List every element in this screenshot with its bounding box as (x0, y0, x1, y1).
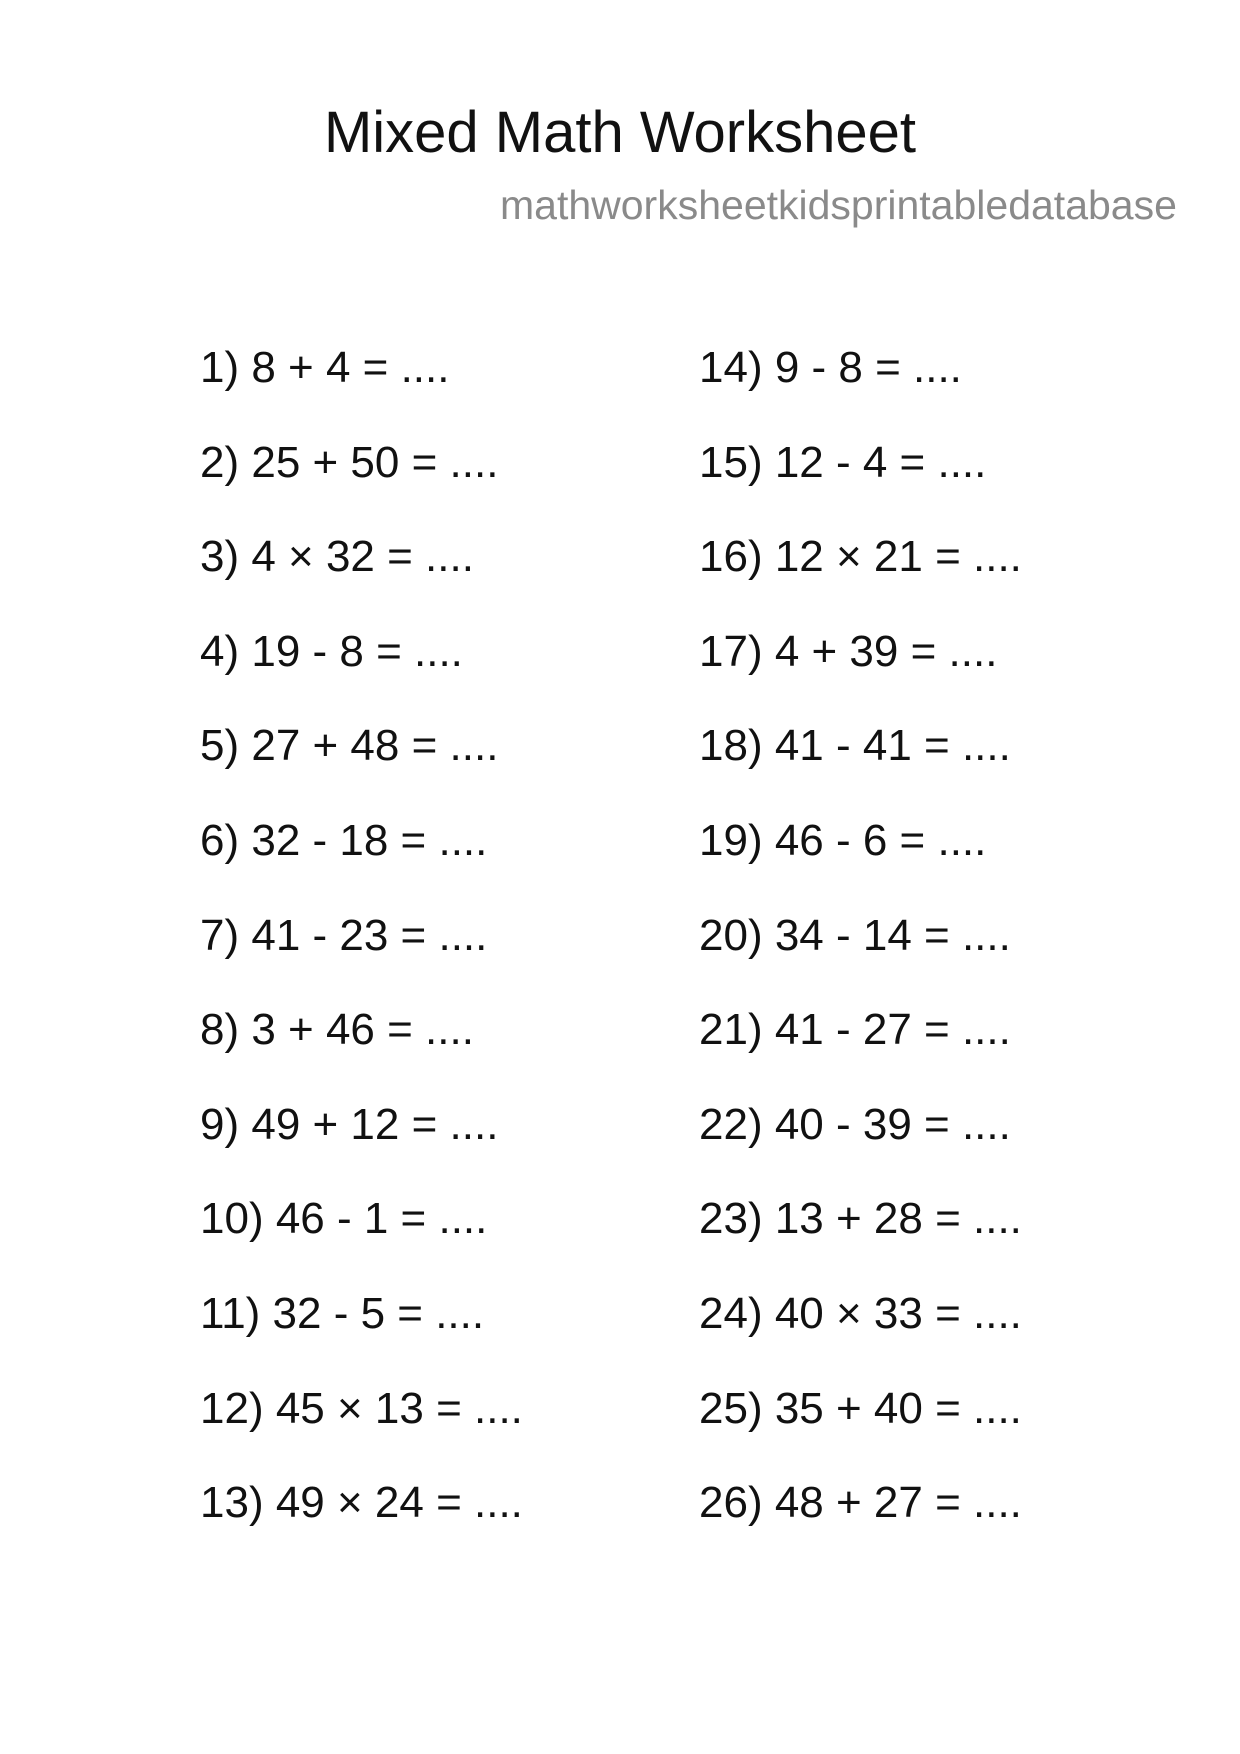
problem-18: 18) 41 - 41 = .... (699, 721, 1011, 771)
problem-5: 5) 27 + 48 = .... (200, 721, 499, 771)
problem-23: 23) 13 + 28 = .... (699, 1194, 1022, 1244)
problem-11: 11) 32 - 5 = .... (200, 1288, 485, 1338)
problem-16: 16) 12 × 21 = .... (699, 532, 1022, 582)
problem-3: 3) 4 × 32 = .... (200, 532, 474, 582)
watermark-text: mathworksheetkidsprintabledatabase (500, 182, 1177, 228)
problem-20: 20) 34 - 14 = .... (699, 910, 1011, 960)
problem-8: 8) 3 + 46 = .... (200, 1005, 474, 1055)
problem-26: 26) 48 + 27 = .... (699, 1478, 1022, 1528)
problem-4: 4) 19 - 8 = .... (200, 626, 463, 676)
problem-17: 17) 4 + 39 = .... (699, 626, 998, 676)
worksheet-title: Mixed Math Worksheet (323, 100, 917, 165)
problem-25: 25) 35 + 40 = .... (699, 1383, 1022, 1433)
problem-10: 10) 46 - 1 = .... (200, 1194, 488, 1244)
problem-15: 15) 12 - 4 = .... (699, 437, 987, 487)
problem-7: 7) 41 - 23 = .... (200, 910, 488, 960)
problem-9: 9) 49 + 12 = .... (200, 1099, 499, 1149)
problem-14: 14) 9 - 8 = .... (699, 343, 962, 392)
problem-1: 1) 8 + 4 = .... (200, 343, 450, 392)
problem-22: 22) 40 - 39 = .... (699, 1099, 1011, 1149)
problem-21: 21) 41 - 27 = .... (699, 1005, 1011, 1055)
problem-12: 12) 45 × 13 = .... (200, 1383, 523, 1433)
problem-column-right (699, 344, 1159, 1574)
problem-13: 13) 49 × 24 = .... (200, 1478, 523, 1528)
problem-6: 6) 32 - 18 = .... (200, 815, 488, 865)
problem-2: 2) 25 + 50 = .... (200, 437, 499, 487)
problem-24: 24) 40 × 33 = .... (699, 1288, 1022, 1338)
problem-column-left (200, 344, 660, 1574)
problem-19: 19) 46 - 6 = .... (699, 815, 987, 865)
